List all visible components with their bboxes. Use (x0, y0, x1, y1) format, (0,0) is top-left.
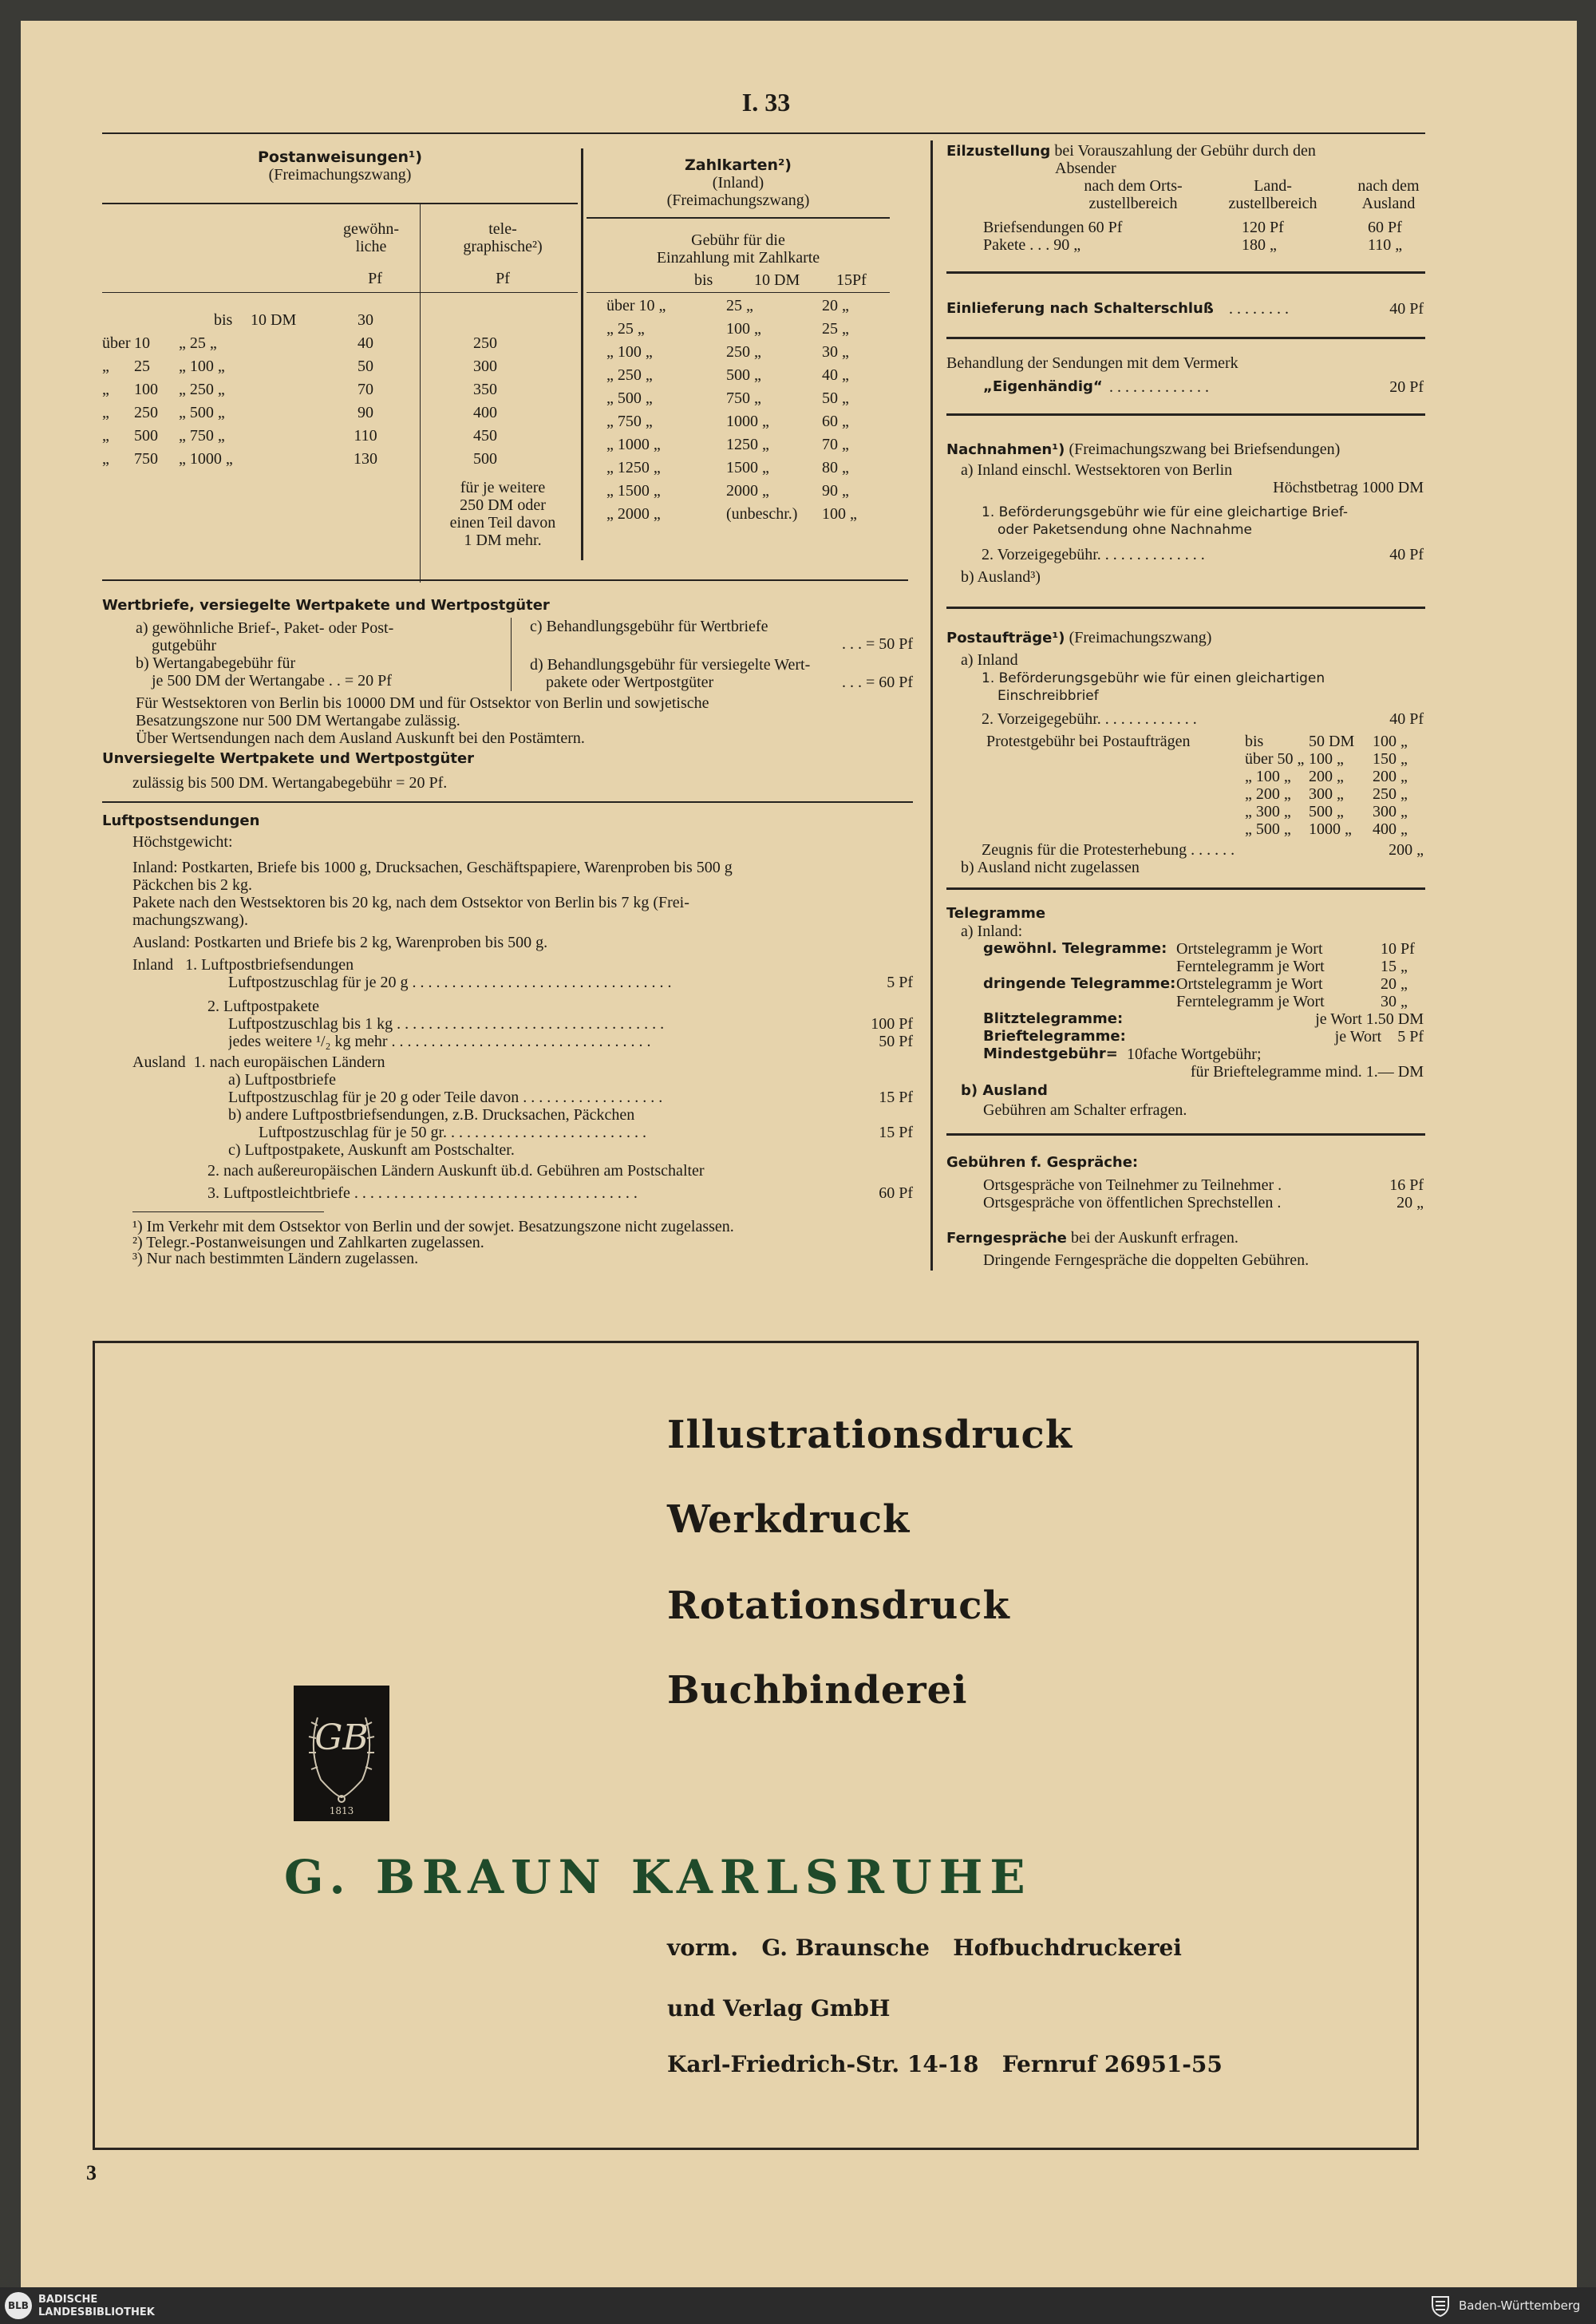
luftpost-line: Luftpostzuschlag bis 1 kg . . . . . . . . . . . . . . . . . . . . . . . . . . . . . . . . . . (228, 1015, 665, 1033)
library-name: LANDESBIBLIOTHEK (38, 2306, 155, 2318)
table-cell: „ 2000 „ (606, 505, 661, 523)
table-cell: „ 750 „ (179, 427, 225, 445)
table-cell: 200 „ (1373, 768, 1408, 785)
zahlkarten-row (606, 459, 890, 478)
table-cell: 30 „ (822, 343, 849, 361)
zahlkarten-row (606, 482, 890, 501)
logo-monogram: GB (314, 1717, 369, 1758)
telegramme-a: a) Inland: (961, 923, 1023, 940)
footnote: ²) Telegr.-Postanweisungen und Zahlkarten zugelassen. (132, 1234, 484, 1251)
table-cell: „ 300 „ (1245, 803, 1291, 820)
postauftraege-head (946, 629, 1211, 646)
protest-row (1245, 768, 1424, 785)
zahlkarten-row (606, 505, 890, 524)
rule (946, 1133, 1425, 1136)
protest-row (1245, 820, 1424, 838)
zahlkarten-row (606, 366, 890, 385)
wertbriefe-note: Über Wertsendungen nach dem Ausland Auskunft bei den Postämtern. (136, 729, 585, 747)
rule (946, 607, 1425, 609)
wertbriefe-a: a) gewöhnliche Brief-, Paket- oder Post- gutgebühr (136, 619, 394, 654)
table-cell: über (102, 334, 131, 352)
luftpost-pakete2: machungszwang). (132, 911, 248, 929)
table-cell: 1250 „ (726, 436, 769, 453)
dots: . . . . . . . . . . . . . (1109, 378, 1209, 396)
ad-line: Werkdruck (667, 1497, 911, 1542)
luftpost-line: Luftpostzuschlag für je 50 gr. . . . . . . . . . . . . . . . . . . . . . . . . . (259, 1124, 647, 1141)
table-cell: 500 „ (1309, 803, 1344, 820)
table-cell: 100 „ (1309, 750, 1344, 768)
eil-col1: nach dem Orts- zustellbereich (1084, 177, 1183, 212)
zahlkarten-title: Zahlkarten²) (685, 156, 792, 174)
luftpost-inland2: Päckchen bis 2 kg. (132, 876, 252, 894)
table-cell: 130 (354, 450, 377, 468)
ad-vorm: vorm. G. Braunsche Hofbuchdruckerei (667, 1935, 1182, 1961)
protest-row (1245, 733, 1424, 750)
eigenhaendig-value: 20 Pf (1389, 378, 1424, 396)
luftpost-pakete: Pakete nach den Westsektoren bis 20 kg, nach dem Ostsektor von Berlin bis 7 kg (Frei- (132, 894, 689, 911)
state-name: Baden-Württemberg (1459, 2298, 1581, 2313)
library-badge: BLB (5, 2292, 32, 2319)
nachnahmen-p2: 2. Vorzeigegebühr. . . . . . . . . . . . . . (982, 546, 1205, 563)
table-cell: 90 „ (822, 482, 849, 500)
table-cell: 100 (134, 381, 158, 398)
table-cell: 250 „ (726, 343, 761, 361)
ad-verlag: und Verlag GmbH (667, 1995, 891, 2022)
table-cell: „ 500 „ (179, 404, 225, 421)
protest-row (1245, 785, 1424, 803)
zahlkarten-sub2: (Freimachungszwang) (666, 192, 810, 209)
table-cell: 250 „ (1373, 785, 1408, 803)
table-cell: „ 100 „ (1245, 768, 1291, 785)
wertbriefe-c-value: . . . = 50 Pf (841, 635, 913, 653)
footer-bar (0, 2287, 1596, 2324)
column-divider (930, 140, 933, 1271)
nachnahmen-p1: 1. Beförderungsgebühr wie für eine gleichartige Brief- (982, 504, 1348, 520)
eilzustellung-title: Eilzustellung (946, 143, 1051, 160)
telegramme-fern: Ferntelegramm je Wort (1176, 958, 1325, 975)
postauftraege-p2: 2. Vorzeigegebühr. . . . . . . . . . . . . (982, 710, 1197, 728)
telegramme-value: 10 Pf (1381, 940, 1415, 958)
table-cell: bis (1245, 733, 1264, 750)
table-cell: „ 1000 „ (179, 450, 233, 468)
page-folio: 3 (86, 2161, 97, 2184)
table-cell: „ 1250 „ (606, 459, 661, 476)
luftpost-title: Luftpostsendungen (102, 812, 260, 829)
zk-head-10: 10 DM (754, 271, 800, 289)
table-cell: 25 (134, 358, 150, 375)
table-cell: 300 „ (1373, 803, 1408, 820)
unit: Pf (496, 270, 510, 287)
zeugnis: Zeugnis für die Protesterhebung . . . . . . (982, 841, 1235, 859)
table-cell: 250 (134, 404, 158, 421)
table-cell: 350 (473, 381, 497, 398)
table-cell: 50 „ (822, 389, 849, 407)
eilzustellung-text2: Absender (1055, 160, 1116, 177)
table-cell: 500 (473, 450, 497, 468)
eil-cell: 120 Pf (1242, 219, 1284, 236)
table-cell: 40 (358, 334, 373, 352)
luftpost-value: 15 Pf (879, 1124, 913, 1141)
eil-col2: Land- zustellbereich (1228, 177, 1317, 212)
rule (587, 217, 890, 219)
table-cell: 100 „ (726, 320, 761, 338)
zahlkarten-row (606, 436, 890, 455)
protest-label: Protestgebühr bei Postaufträgen (986, 733, 1191, 750)
gespraeche-row: Ortsgespräche von Teilnehmer zu Teilnehmer . (983, 1176, 1282, 1194)
col-telegraphisch: tele- graphische²) (463, 220, 543, 255)
postanweisungen-row (102, 358, 581, 377)
telegramme-brief-value: je Wort 5 Pf (1334, 1028, 1424, 1045)
table-cell: 500 (134, 427, 158, 445)
wertbriefe-d-value: . . . = 60 Pf (841, 674, 913, 691)
luftpost-value: 100 Pf (871, 1015, 913, 1033)
telegramme-gew: gewöhnl. Telegramme: (983, 940, 1167, 957)
rule (946, 413, 1425, 416)
postauftraege-title: Postaufträge¹) (946, 630, 1065, 646)
einlieferung-value: 40 Pf (1389, 300, 1424, 318)
ferngespraeche-text: bei der Auskunft erfragen. (1070, 1229, 1238, 1247)
rule (946, 337, 1425, 339)
eil-cell: 60 Pf (1368, 219, 1402, 236)
telegramme-mind-value: 10fache Wortgebühr; (1127, 1045, 1262, 1063)
zahlkarten-row (606, 320, 890, 339)
table-cell: 300 (473, 358, 497, 375)
wertbriefe-d: d) Behandlungsgebühr für versiegelte Wert- pakete oder Wertpostgüter (530, 656, 811, 691)
rule (946, 887, 1425, 890)
library-name: BADISCHE (38, 2294, 98, 2306)
zahlkarten-row (606, 297, 890, 316)
eilzustellung-text: bei Vorauszahlung der Gebühr durch den (1054, 142, 1316, 160)
postanweisungen-row (102, 311, 581, 330)
dringende-ferngespraeche: Dringende Ferngespräche die doppelten Gebühren. (983, 1251, 1310, 1269)
protest-row (1245, 750, 1424, 768)
col-gewoehnlich: gewöhn- liche (343, 220, 399, 255)
table-cell: 450 (473, 427, 497, 445)
postanweisungen-block (102, 148, 578, 184)
rule (587, 292, 890, 293)
table-cell: „ 1000 „ (606, 436, 661, 453)
table-cell: 70 „ (822, 436, 849, 453)
nachnahmen-title: Nachnahmen¹) (946, 441, 1065, 458)
table-cell: „ 500 „ (606, 389, 653, 407)
telegramme-mind: Mindestgebühr= (983, 1045, 1118, 1062)
zahlkarten-row (606, 413, 890, 432)
eil-cell: 180 „ (1242, 236, 1277, 254)
gespraeche-row: Ortsgespräche von öffentlichen Sprechstellen . (983, 1194, 1282, 1211)
postauftraege-title2: (Freimachungszwang) (1069, 629, 1212, 646)
zeugnis-value: 200 „ (1389, 841, 1424, 859)
postauftraege-p1b: Einschreibbrief (998, 688, 1099, 704)
table-cell: „ 250 „ (606, 366, 653, 384)
telegramme-value: 30 „ (1381, 993, 1408, 1010)
table-cell: 1500 „ (726, 459, 769, 476)
telegramme-mind2: für Brieftelegramme mind. 1.— DM (1190, 1063, 1424, 1081)
table-cell: 50 (358, 358, 373, 375)
table-cell: „ 25 „ (179, 334, 217, 352)
postauftraege-p2-value: 40 Pf (1389, 710, 1424, 728)
rule (102, 579, 908, 581)
table-cell: 150 „ (1373, 750, 1408, 768)
eil-cell: 110 „ (1368, 236, 1403, 254)
table-cell: „ (102, 427, 109, 445)
table-cell: bis (214, 311, 233, 329)
postanweisungen-row (102, 404, 581, 423)
publisher-logo (294, 1686, 389, 1821)
telegramme-b2: Gebühren am Schalter erfragen. (983, 1101, 1187, 1119)
einlieferung-label: Einlieferung nach Schalterschluß (946, 300, 1214, 317)
table-cell: „ 200 „ (1245, 785, 1291, 803)
telegramme-ort: Ortstelegramm je Wort (1176, 975, 1323, 993)
eil-col3: nach dem Ausland (1357, 177, 1420, 212)
telegramme-value: 15 „ (1381, 958, 1408, 975)
table-cell: 1000 „ (1309, 820, 1352, 838)
postanweisungen-note: für je weitere 250 DM oder einen Teil davon 1 DM mehr. (449, 479, 556, 549)
page-number: I. 33 (741, 88, 791, 117)
table-cell: 300 „ (1309, 785, 1344, 803)
nachnahmen-p2-value: 40 Pf (1389, 546, 1424, 563)
table-cell: 90 (358, 404, 373, 421)
telegramme-brief: Brieftelegramme: (983, 1028, 1126, 1045)
gespraeche-title: Gebühren f. Gespräche: (946, 1154, 1139, 1171)
luftpost-line: a) Luftpostbriefe (228, 1071, 336, 1089)
unversiegelt-text: zulässig bis 500 DM. Wertangabegebühr = 20 Pf. (132, 774, 448, 792)
ferngespraeche (946, 1229, 1238, 1247)
table-cell: 70 (358, 381, 373, 398)
ad-line: Rotationsdruck (667, 1583, 1010, 1628)
table-cell: 25 „ (726, 297, 753, 314)
postauftraege-a: a) Inland (961, 651, 1018, 669)
eigenhaendig-label: „Eigenhändig“ (983, 378, 1103, 395)
table-cell: 500 „ (726, 366, 761, 384)
table-cell: „ 750 „ (606, 413, 653, 430)
rule (102, 801, 913, 803)
telegramme-ort: Ortstelegramm je Wort (1176, 940, 1323, 958)
ad-line: Illustrationsdruck (667, 1413, 1073, 1457)
table-cell: 200 „ (1309, 768, 1344, 785)
luftpost-line: jedes weitere ¹/₂ kg mehr . . . . . . . . . . . . . . . . . . . . . . . . . . . . . . . . . (228, 1033, 651, 1050)
footnote-rule (132, 1211, 324, 1212)
nachnahmen-head (946, 441, 1340, 458)
table-cell: „ (102, 404, 109, 421)
table-cell: „ (102, 358, 109, 375)
table-cell: 25 „ (822, 320, 849, 338)
coat-of-arms-icon (1428, 2294, 1452, 2318)
luftpost-value: 60 Pf (879, 1184, 913, 1202)
ad-line: Buchbinderei (667, 1668, 968, 1713)
table-cell: 100 „ (822, 505, 857, 523)
ad-address: Karl-Friedrich-Str. 14-18 Fernruf 26951-55 (667, 2051, 1223, 2077)
zk-head-15: 15Pf (836, 271, 867, 289)
rule (102, 203, 578, 204)
table-cell: 750 (134, 450, 158, 468)
nachnahmen-a: a) Inland einschl. Westsektoren von Berlin (961, 461, 1233, 479)
ferngespraeche-label: Ferngespräche (946, 1230, 1067, 1247)
rule (946, 271, 1425, 274)
luftpost-line: 2. Luftpostpakete (207, 998, 319, 1015)
luftpost-hoechstgewicht: Höchstgewicht: (132, 833, 233, 851)
footnote: ³) Nur nach bestimmten Ländern zugelassen. (132, 1250, 419, 1267)
telegramme-dring: dringende Telegramme: (983, 975, 1176, 992)
table-cell: (unbeschr.) (726, 505, 798, 523)
luftpost-line: Inland 1. Luftpostbriefsendungen (132, 956, 354, 974)
postauftraege-p1: 1. Beförderungsgebühr wie für einen gleichartigen (982, 670, 1325, 686)
telegramme-b: b) Ausland (961, 1082, 1048, 1099)
postauftraege-b: b) Ausland nicht zugelassen (961, 859, 1140, 876)
luftpost-line: 3. Luftpostleichtbriefe . . . . . . . . . . . . . . . . . . . . . . . . . . . . . . . . . . . . (207, 1184, 638, 1202)
table-cell: 40 „ (822, 366, 849, 384)
table-cell: 750 „ (726, 389, 761, 407)
eigenhaendig-text: Behandlung der Sendungen mit dem Vermerk (946, 354, 1238, 372)
gespraeche-value: 20 „ (1396, 1194, 1424, 1211)
table-cell: „ 100 „ (606, 343, 653, 361)
advertisement-box (93, 1341, 1419, 2150)
nachnahmen-p1b: oder Paketsendung ohne Nachnahme (998, 522, 1252, 538)
table-cell: 20 „ (822, 297, 849, 314)
table-cell: 50 DM (1309, 733, 1355, 750)
eil-row: Briefsendungen 60 Pf (983, 219, 1123, 236)
table-cell: 250 (473, 334, 497, 352)
nachnahmen-hoechstbetrag: Höchstbetrag 1000 DM (1273, 479, 1424, 496)
luftpost-value: 15 Pf (879, 1089, 913, 1106)
unversiegelt-title: Unversiegelte Wertpakete und Wertpostgüter (102, 750, 475, 767)
table-cell: über 10 „ (606, 297, 666, 314)
zahlkarten-row (606, 343, 890, 362)
postanweisungen-title: Postanweisungen¹) (257, 148, 423, 166)
luftpost-line: Ausland 1. nach europäischen Ländern (132, 1053, 385, 1071)
table-cell: „ 500 „ (1245, 820, 1291, 838)
table-cell: „ 25 „ (606, 320, 645, 338)
luftpost-line: 2. nach außereuropäischen Ländern Auskunft üb.d. Gebühren am Postschalter (207, 1162, 705, 1180)
nachnahmen-b: b) Ausland³) (961, 568, 1041, 586)
table-cell: 100 „ (1373, 733, 1408, 750)
telegramme-value: 20 „ (1381, 975, 1408, 993)
postanweisungen-row (102, 450, 581, 469)
table-cell: 60 „ (822, 413, 849, 430)
table-cell: 1000 „ (726, 413, 769, 430)
table-cell: 10 (134, 334, 150, 352)
telegramme-fern: Ferntelegramm je Wort (1176, 993, 1325, 1010)
wertbriefe-b: b) Wertangabegebühr für je 500 DM der Wertangabe . . = 20 Pf (136, 654, 392, 690)
table-cell: 30 (358, 311, 373, 329)
unit: Pf (368, 270, 382, 287)
table-cell: „ (102, 381, 109, 398)
postanweisungen-row (102, 427, 581, 446)
ad-company: G. BRAUN KARLSRUHE (284, 1850, 1033, 1904)
eilzustellung-block (946, 142, 1316, 160)
table-cell: 400 (473, 404, 497, 421)
luftpost-value: 50 Pf (879, 1033, 913, 1050)
zk-head-bis: bis (694, 271, 713, 289)
rule (102, 292, 578, 293)
luftpost-line: Luftpostzuschlag für je 20 g oder Teile davon . . . . . . . . . . . . . . . . . . (228, 1089, 663, 1106)
gespraeche-value: 16 Pf (1389, 1176, 1424, 1194)
telegramme-blitz: Blitztelegramme: (983, 1010, 1124, 1027)
table-cell: „ (102, 450, 109, 468)
table-cell: 110 (354, 427, 377, 445)
luftpost-line: Luftpostzuschlag für je 20 g . . . . . . . . . . . . . . . . . . . . . . . . . . . . . . . . . (228, 974, 672, 991)
telegramme-title: Telegramme (946, 905, 1046, 922)
column-divider (581, 148, 583, 560)
postanweisungen-row (102, 381, 581, 400)
header-rule (102, 132, 1425, 134)
table-cell: 80 „ (822, 459, 849, 476)
nachnahmen-title2: (Freimachungszwang bei Briefsendungen) (1069, 441, 1341, 458)
zahlkarten-sub1: (Inland) (712, 174, 764, 192)
col-rule (511, 618, 512, 691)
postanweisungen-subtitle: (Freimachungszwang) (268, 166, 412, 184)
luftpost-inland: Inland: Postkarten, Briefe bis 1000 g, Drucksachen, Geschäftspapiere, Warenproben bis 500 g (132, 859, 733, 876)
wertbriefe-note: Besatzungszone nur 500 DM Wertangabe zulässig. (136, 712, 460, 729)
table-cell: 400 „ (1373, 820, 1408, 838)
table-cell: „ 100 „ (179, 358, 225, 375)
luftpost-value: 5 Pf (887, 974, 913, 991)
table-cell: „ 250 „ (179, 381, 225, 398)
eil-row: Pakete . . . 90 „ (983, 236, 1081, 254)
luftpost-ausland: Ausland: Postkarten und Briefe bis 2 kg, Warenproben bis 500 g. (132, 934, 548, 951)
wertbriefe-note: Für Westsektoren von Berlin bis 10000 DM und für Ostsektor von Berlin und sowjetische (136, 694, 709, 712)
logo-year: 1813 (329, 1805, 354, 1816)
dots: . . . . . . . . (1229, 300, 1289, 318)
zahlkarten-gebuehr: Gebühr für die Einzahlung mit Zahlkarte (656, 231, 820, 267)
zahlkarten-row (606, 389, 890, 409)
postanweisungen-row (102, 334, 581, 354)
luftpost-line: c) Luftpostpakete, Auskunft am Postschalter. (228, 1141, 515, 1159)
table-cell: 2000 „ (726, 482, 769, 500)
luftpost-line: b) andere Luftpostbriefsendungen, z.B. Drucksachen, Päckchen (228, 1106, 635, 1124)
zahlkarten-block (587, 156, 890, 209)
table-cell: über 50 „ (1245, 750, 1305, 768)
wertbriefe-title: Wertbriefe, versiegelte Wertpakete und Wertpostgüter (102, 597, 550, 614)
table-cell: 10 DM (251, 311, 297, 329)
wertbriefe-c: c) Behandlungsgebühr für Wertbriefe (530, 618, 768, 635)
table-cell: „ 1500 „ (606, 482, 661, 500)
telegramme-blitz-value: je Wort 1.50 DM (1315, 1010, 1424, 1028)
protest-row (1245, 803, 1424, 820)
footnote: ¹) Im Verkehr mit dem Ostsektor von Berlin und der sowjet. Besatzungszone nicht zugelassen. (132, 1218, 734, 1235)
